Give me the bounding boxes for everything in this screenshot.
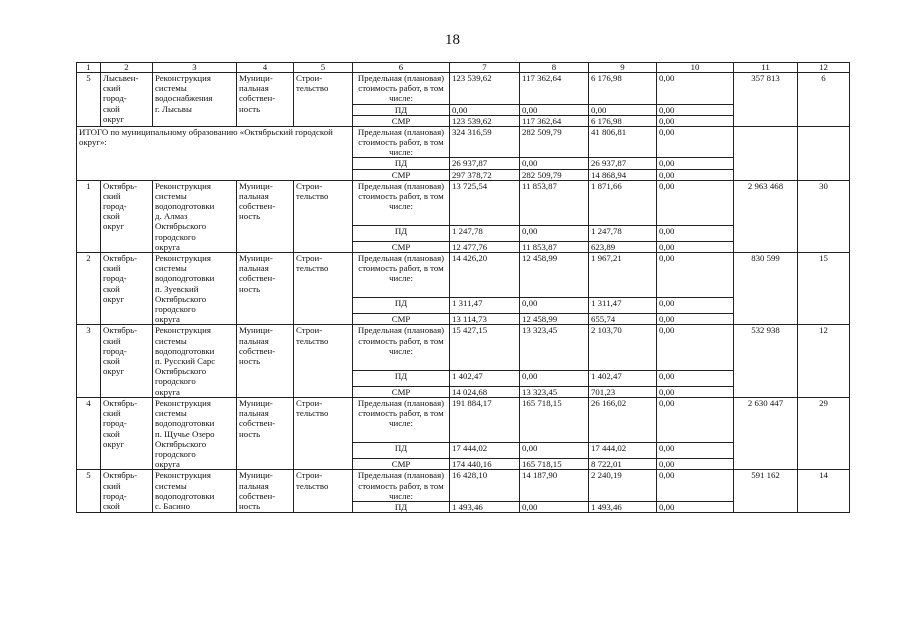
column-header-9: 9 [589,63,657,73]
count-value: 30 [798,180,850,252]
ownership-line: пальная [239,190,269,201]
cost-col-8: 12 458,99 [520,253,589,298]
ownership-line: ность [239,283,261,294]
object-name-line: водоснабжения [155,93,213,104]
itogo-blank-11 [734,126,798,180]
column-header-6: 6 [353,63,450,73]
object-name-line: водоподготовки [155,490,215,501]
itogo-label: ИТОГО по муниципальному образованию «Октябрьский городской округ»: [77,126,353,180]
cost-col-7: 324 316,59 [450,126,520,158]
capacity-value: 2 630 447 [734,397,798,469]
object-name-line: Октябрьского [155,438,207,449]
object-name-line: п. Русский Сарс [155,356,216,367]
work-type-line: Строи- [296,325,323,336]
object-name-line: водоподготовки [155,418,215,429]
cost-col-8: 14 187,90 [520,470,589,502]
cost-col-7: 0,00 [450,104,520,115]
ownership [237,470,294,513]
object-name [153,73,237,127]
object-name-line: Реконструкция [155,253,211,264]
page-number: 18 [445,32,460,48]
cost-col-7: 17 444,02 [450,443,520,459]
municipality-line: ской [103,428,120,439]
cost-label-smr: СМР [353,459,450,470]
row-number: 5 [77,73,101,127]
cost-col-8: 165 718,15 [520,397,589,442]
cost-col-7: 174 440,16 [450,459,520,470]
object-name-line: округа [155,459,180,470]
cost-col-9: 1 871,66 [589,180,657,225]
cost-col-7: 297 378,72 [450,169,520,180]
municipality-line: ской [103,356,120,367]
capacity-value: 830 599 [734,253,798,325]
capacity-value: 2 963 468 [734,180,798,252]
count-value: 12 [798,325,850,397]
work-type-line: тельство [296,408,329,419]
ownership-line: собствен- [239,345,276,356]
column-header-11: 11 [734,63,798,73]
object-name [153,180,237,252]
cost-col-8: 117 362,64 [520,73,589,105]
object-name-line: водоподготовки [155,345,215,356]
ownership-line: собствен- [239,93,276,104]
cost-col-7: 191 884,17 [450,397,520,442]
cost-label-pd: ПД [353,158,450,169]
cost-col-8: 0,00 [520,501,589,512]
cost-col-10: 0,00 [657,169,734,180]
object-name [153,470,237,513]
cost-label-smr: СМР [353,386,450,397]
cost-col-7: 14 426,20 [450,253,520,298]
municipality-line: город- [103,345,127,356]
object-name-line: городского [155,448,196,459]
municipality-line: Октябрь- [103,397,138,408]
municipality-line: Октябрь- [103,180,138,191]
cost-col-7: 1 311,47 [450,298,520,314]
cost-col-10: 0,00 [657,253,734,298]
column-header-1: 1 [77,63,101,73]
cost-col-8: 0,00 [520,104,589,115]
column-header-4: 4 [237,63,294,73]
work-type [294,397,353,469]
cost-col-9: 1 493,46 [589,501,657,512]
work-type [294,253,353,325]
work-type [294,73,353,127]
count-value: 14 [798,470,850,513]
municipality-line: Октябрь- [103,253,138,264]
cost-col-10: 0,00 [657,459,734,470]
object-name-line: Реконструкция [155,325,211,336]
cost-col-9: 6 176,98 [589,73,657,105]
object-name-line: Реконструкция [155,470,211,481]
cost-col-8: 282 509,79 [520,126,589,158]
cost-label-total: Предельная (плановая) стоимость работ, в том числе: [353,325,450,370]
cost-col-8: 11 853,87 [520,180,589,225]
project-row [77,470,850,502]
row-number: 3 [77,325,101,397]
ownership-line: пальная [239,83,269,94]
cost-col-9: 0,00 [589,104,657,115]
cost-col-9: 6 176,98 [589,115,657,126]
municipality [101,253,153,325]
municipality-line: ский [103,480,121,491]
cost-col-8: 282 509,79 [520,169,589,180]
table-body [77,63,850,513]
work-type-line: тельство [296,190,329,201]
object-name-line: системы [155,83,187,94]
cost-col-9: 1 967,21 [589,253,657,298]
object-name-line: п. Зуевский [155,283,199,294]
object-name-line: п. Щучье Озеро [155,428,215,439]
column-header-3: 3 [153,63,237,73]
cost-col-7: 13 114,73 [450,314,520,325]
municipality-line: Октябрь- [103,325,138,336]
cost-col-10: 0,00 [657,73,734,105]
object-name-line: Реконструкция [155,73,211,83]
cost-label-total: Предельная (плановая) стоимость работ, в том числе: [353,180,450,225]
cost-col-8: 13 323,45 [520,386,589,397]
ownership-line: Муници- [239,180,273,191]
column-header-10: 10 [657,63,734,73]
cost-col-8: 165 718,15 [520,459,589,470]
object-name-line: системы [155,335,187,346]
municipality [101,180,153,252]
object-name-line: системы [155,408,187,419]
object-name-line: городского [155,304,196,315]
ownership-line: ность [239,356,261,367]
row-number: 4 [77,397,101,469]
work-type [294,325,353,397]
work-type-line: Строи- [296,470,323,481]
object-name-line: водоподготовки [155,201,215,212]
column-header-7: 7 [450,63,520,73]
municipality-line: ский [103,335,121,346]
column-header-8: 8 [520,63,589,73]
column-header-2: 2 [101,63,153,73]
cost-col-9: 17 444,02 [589,443,657,459]
cost-label-total: Предельная (плановая) стоимость работ, в том числе: [353,126,450,158]
object-name [153,253,237,325]
municipality [101,397,153,469]
ownership-line: собствен- [239,201,276,212]
cost-col-10: 0,00 [657,470,734,502]
cost-label-pd: ПД [353,443,450,459]
object-name-line: Октябрьского [155,221,207,232]
cost-label-smr: СМР [353,169,450,180]
municipality-line: ский [103,263,121,274]
cost-col-9: 1 247,78 [589,225,657,241]
work-type-line: тельство [296,480,329,491]
row-number: 1 [77,180,101,252]
object-name-line: д. Алмаз [155,211,188,222]
cost-label-pd: ПД [353,298,450,314]
cost-label-total: Предельная (плановая) стоимость работ, в том числе: [353,470,450,502]
object-name [153,325,237,397]
cost-col-10: 0,00 [657,298,734,314]
cost-label-pd: ПД [353,104,450,115]
object-name-line: системы [155,263,187,274]
itogo-blank-12 [798,126,850,180]
ownership [237,73,294,127]
ownership-line: Муници- [239,73,273,83]
cost-col-7: 16 428,10 [450,470,520,502]
municipality-line: Октябрь- [103,470,138,481]
cost-col-9: 701,23 [589,386,657,397]
cost-col-10: 0,00 [657,397,734,442]
object-name-line: Октябрьского [155,293,207,304]
ownership-line: Муници- [239,470,273,481]
object-name-line: округа [155,314,180,325]
municipality [101,470,153,513]
municipality-line: ской [103,103,120,114]
cost-col-8: 0,00 [520,443,589,459]
cost-col-7: 14 024,68 [450,386,520,397]
column-header-5: 5 [294,63,353,73]
cost-col-10: 0,00 [657,314,734,325]
cost-col-10: 0,00 [657,115,734,126]
cost-col-10: 0,00 [657,126,734,158]
cost-col-10: 0,00 [657,386,734,397]
cost-col-10: 0,00 [657,225,734,241]
cost-col-7: 12 477,76 [450,242,520,253]
cost-col-9: 26 937,87 [589,158,657,169]
cost-col-8: 13 323,45 [520,325,589,370]
cost-col-8: 117 362,64 [520,115,589,126]
municipality [101,73,153,127]
cost-col-9: 26 166,02 [589,397,657,442]
cost-col-9: 2 103,70 [589,325,657,370]
work-type-line: тельство [296,83,329,94]
ownership-line: ность [239,211,261,222]
cost-col-10: 0,00 [657,180,734,225]
municipality-line: округ [103,221,124,232]
object-name-line: округа [155,386,180,397]
ownership-line: Муници- [239,253,273,264]
cost-col-10: 0,00 [657,370,734,386]
object-name-line: системы [155,190,187,201]
cost-col-7: 1 493,46 [450,501,520,512]
cost-col-8: 0,00 [520,225,589,241]
cost-col-9: 623,89 [589,242,657,253]
ownership-line: собствен- [239,490,276,501]
cost-col-9: 14 868,94 [589,169,657,180]
investment-table [76,62,850,513]
municipality-line: ской [103,283,120,294]
cost-col-10: 0,00 [657,158,734,169]
object-name-line: водоподготовки [155,273,215,284]
cost-label-smr: СМР [353,314,450,325]
work-type-line: тельство [296,335,329,346]
cost-col-9: 1 402,47 [589,370,657,386]
ownership [237,325,294,397]
cost-col-7: 26 937,87 [450,158,520,169]
cost-label-pd: ПД [353,501,450,512]
cost-col-8: 0,00 [520,370,589,386]
object-name-line: городского [155,376,196,387]
ownership [237,253,294,325]
capacity-value: 532 938 [734,325,798,397]
municipality-line: город- [103,273,127,284]
work-type-line: тельство [296,263,329,274]
municipality-line: ской [103,211,120,222]
ownership-line: собствен- [239,273,276,284]
cost-label-total: Предельная (плановая) стоимость работ, в том числе: [353,397,450,442]
municipality-line: округ [103,366,124,377]
work-type [294,180,353,252]
cost-col-10: 0,00 [657,104,734,115]
itogo-row [77,126,850,158]
municipality-line: город- [103,490,127,501]
cost-col-7: 1 402,47 [450,370,520,386]
work-type [294,470,353,513]
ownership [237,180,294,252]
cost-col-7: 15 427,15 [450,325,520,370]
project-row [77,397,850,442]
column-number-row [77,63,850,73]
cost-col-8: 0,00 [520,298,589,314]
cost-col-8: 0,00 [520,158,589,169]
ownership-line: ность [239,103,261,114]
work-type-line: Строи- [296,73,323,83]
municipality-line: город- [103,418,127,429]
cost-col-9: 8 722,01 [589,459,657,470]
municipality-line: округ [103,113,124,124]
municipality-line: город- [103,93,127,104]
cost-label-smr: СМР [353,242,450,253]
cost-label-smr: СМР [353,115,450,126]
cost-col-9: 41 806,81 [589,126,657,158]
municipality-line: ский [103,408,121,419]
object-name-line: системы [155,480,187,491]
ownership-line: ность [239,428,261,439]
row-number: 5 [77,470,101,513]
object-name [153,397,237,469]
project-row [77,73,850,105]
object-name-line: Реконструкция [155,180,211,191]
work-type-line: Строи- [296,180,323,191]
cost-col-10: 0,00 [657,443,734,459]
cost-col-10: 0,00 [657,501,734,512]
cost-col-8: 12 458,99 [520,314,589,325]
ownership-line: пальная [239,263,269,274]
ownership-line: собствен- [239,418,276,429]
capacity-value: 357 813 [734,73,798,127]
municipality-line: ский [103,190,121,201]
column-header-12: 12 [798,63,850,73]
cost-col-7: 13 725,54 [450,180,520,225]
ownership-line: пальная [239,335,269,346]
object-name-line: с. Басино [155,500,190,511]
municipality-line: ской [103,500,120,511]
municipality [101,325,153,397]
work-type-line: Строи- [296,253,323,264]
cost-col-8: 11 853,87 [520,242,589,253]
cost-col-7: 123 539,62 [450,115,520,126]
cost-label-pd: ПД [353,370,450,386]
cost-col-9: 2 240,19 [589,470,657,502]
project-row [77,253,850,298]
project-row [77,180,850,225]
cost-label-total: Предельная (плановая) стоимость работ, в том числе: [353,73,450,105]
work-type-line: Строи- [296,397,323,408]
cost-label-total: Предельная (плановая) стоимость работ, в том числе: [353,253,450,298]
ownership-line: ность [239,500,261,511]
object-name-line: Октябрьского [155,366,207,377]
count-value: 15 [798,253,850,325]
cost-col-9: 1 311,47 [589,298,657,314]
ownership [237,397,294,469]
row-number: 2 [77,253,101,325]
count-value: 6 [798,73,850,127]
cost-col-7: 1 247,78 [450,225,520,241]
cost-col-7: 123 539,62 [450,73,520,105]
cost-col-9: 655,74 [589,314,657,325]
ownership-line: пальная [239,480,269,491]
municipality-line: ский [103,83,121,94]
object-name-line: городского [155,231,196,242]
capacity-value: 591 162 [734,470,798,513]
municipality-line: город- [103,201,127,212]
cost-col-10: 0,00 [657,325,734,370]
project-row [77,325,850,370]
object-name-line: округа [155,241,180,252]
count-value: 29 [798,397,850,469]
ownership-line: пальная [239,408,269,419]
object-name-line: г. Лысьвы [155,103,192,114]
municipality-line: округ [103,438,124,449]
cost-col-10: 0,00 [657,242,734,253]
municipality-line: Лысьвен- [103,73,139,83]
ownership-line: Муници- [239,325,273,336]
municipality-line: округ [103,293,124,304]
cost-label-pd: ПД [353,225,450,241]
ownership-line: Муници- [239,397,273,408]
object-name-line: Реконструкция [155,397,211,408]
